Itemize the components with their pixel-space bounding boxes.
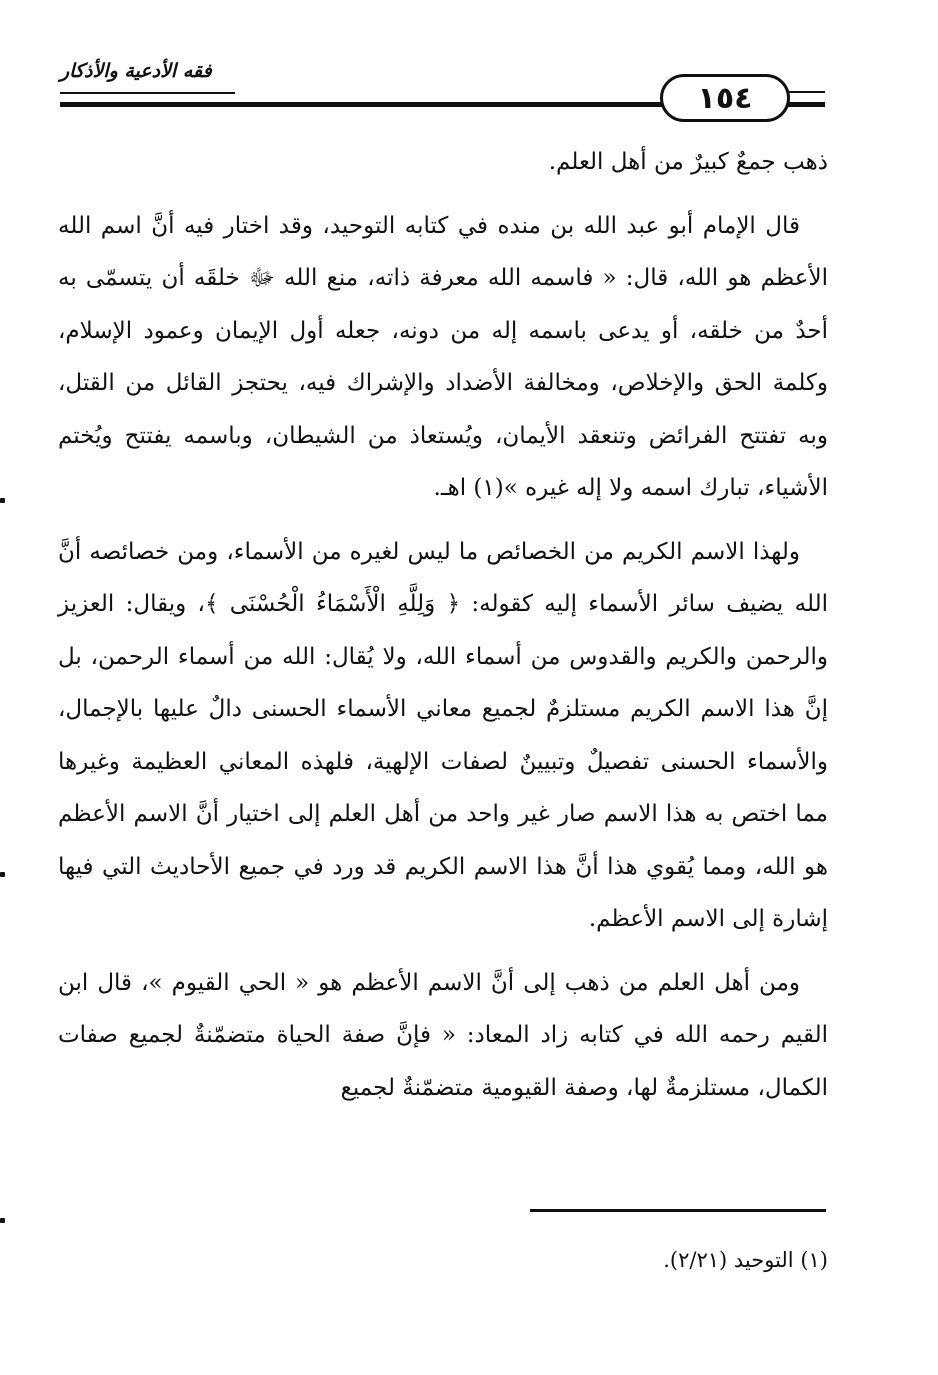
- paragraph: ولهذا الاسم الكريم من الخصائص ما ليس لغيره من الأسماء، ومن خصائصه أنَّ الله يضيف سائر الأسماء إليه كقوله: ﴿ وَلِلَّهِ الْأَسْمَاءُ الْحُسْنَى ﴾، ويقال: العزيز والرحمن والكريم والقدوس من أسماء الله، ولا يُقال: الله من أسماء الرحمن، بل إنَّ هذا الاسم الكريم مستلزمٌ لجميع معاني الأسماء الحسنى دالٌ عليها بالإجمال، والأسماء الحسنى تفصيلٌ وتبيينٌ لصفات الإلهية، فلهذه المعاني العظيمة وغيرها مما اختص به هذا الاسم صار غير واحد من أهل العلم إلى اختيار أنَّ الاسم الأعظم هو الله، ومما يُقوي هذا أنَّ هذا الاسم الكريم قد ورد في جميع الأحاديث التي فيها إشارة إلى الاسم الأعظم.: [58, 538, 828, 932]
- paragraph: ذهب جمعٌ كبيرٌ من أهل العلم.: [548, 149, 828, 175]
- footnote-separator: [530, 1209, 826, 1212]
- page-number: ١٥٤: [660, 74, 790, 122]
- paragraph: ومن أهل العلم من ذهب إلى أنَّ الاسم الأعظم هو « الحي القيوم »، قال ابن القيم رحمه الله في كتابه زاد المعاد: « فإنَّ صفة الحياة متضمّنةٌ لجميع صفات الكمال، مستلزمةٌ لها، وصفة القيومية متضمّنةٌ لجميع: [58, 969, 828, 1101]
- scan-edge-mark: [0, 498, 5, 503]
- paragraph: قال الإمام أبو عبد الله بن منده في كتابه التوحيد، وقد اختار فيه أنَّ اسم الله الأعظم هو الله، قال: « فاسمه الله معرفة ذاته، منع الله ﷻ خلقَه أن يتسمّى به أحدٌ من خلقه، أو يدعى باسمه إله من دونه، جعله أول الإيمان وعمود الإسلام، وكلمة الحق والإخلاص، ومخالفة الأضداد والإشراك فيه، يحتجز القائل من القتل، وبه تفتتح الفرائض وتنعقد الأيمان، ويُستعاذ من الشيطان، وباسمه يفتتح ويُختم الأشياء، تبارك اسمه ولا إله غيره »(١) اهـ.: [58, 212, 828, 501]
- scan-edge-mark: [0, 872, 5, 877]
- page-header: [60, 48, 825, 118]
- scan-edge-mark: [0, 1218, 5, 1223]
- running-title: فقه الأدعية والأذكار: [60, 60, 212, 82]
- footnote: (١) التوحيد (٢/٢١).: [663, 1248, 828, 1272]
- title-underline: [60, 92, 235, 94]
- body-text: [58, 136, 828, 1114]
